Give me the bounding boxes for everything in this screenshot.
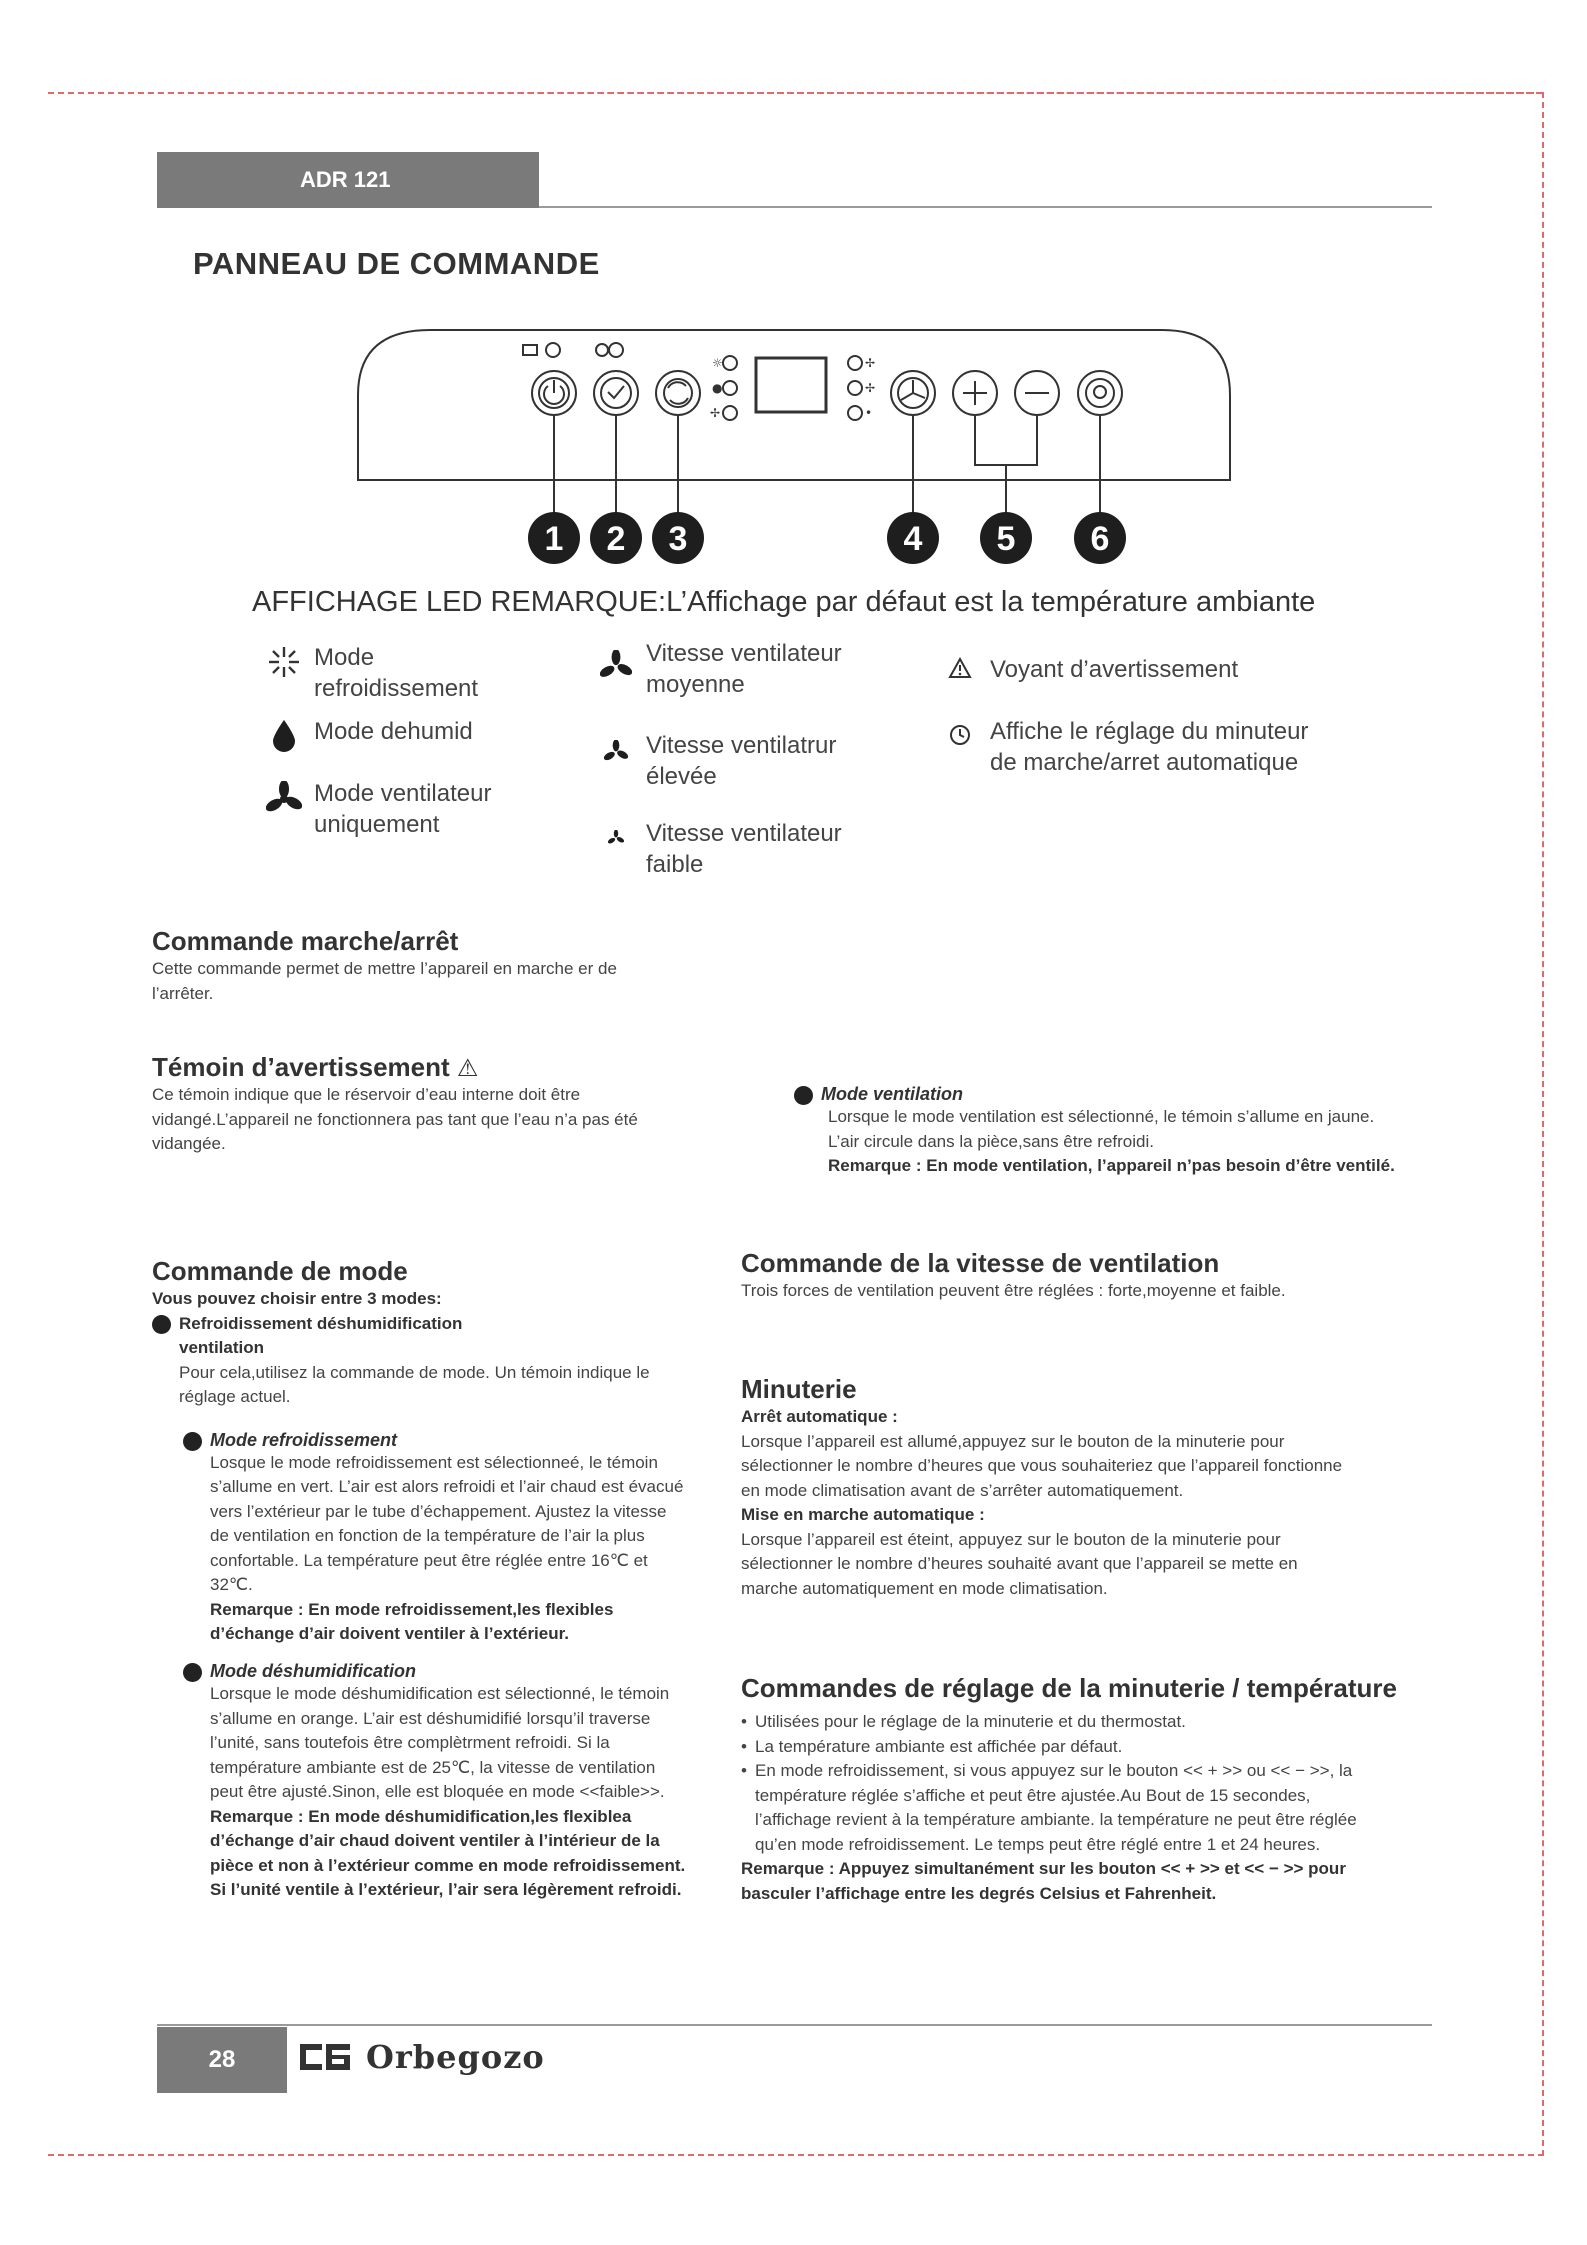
settings-bullet-1: • Utilisées pour le réglage de la minuterie et du thermostat. [741,1710,1441,1735]
plus-button [953,371,997,415]
page-title: PANNEAU DE COMMANDE [193,246,600,281]
ventilation-heading-row [794,1084,1404,1105]
fan-low-icon [594,818,638,846]
dehum-body: Lorsque le mode déshumidification est sélectionné, le témoin s’allume en orange. L’air est déshumidifié lorsqu’il traverse l’unité, sans toutefois être complètrment refroidi. Si la température ambiante est de 25℃, la vitesse de ventilation peut être ajusté.Sinon, elle est bloquée en mode <<faible>>. [210,1684,670,1802]
svg-text:✢: ✢ [865,381,876,395]
fan-speed-body: Trois forces de ventilation peuvent être réglées : forte,moyenne et faible. [741,1281,1286,1300]
brand-logo-mark [298,2040,352,2074]
svg-text:✢: ✢ [865,356,876,370]
onoff-body: Cette commande permet de mettre l’appareil en marche er de l’arrêter. [152,959,617,1003]
auto-on-body: Lorsque l’appareil est éteint, appuyez sur le bouton de la minuterie pour sélectionner le nombre d’heures souhaité avant que l’appareil se mette en marche automatiquement en mode climatisation. [741,1529,1298,1598]
power-button [532,371,576,415]
section-settings [741,1673,1441,1906]
legend-fan-mode [262,778,542,840]
onoff-heading: Commande marche/arrêt [152,926,459,956]
brand-logo [298,2038,545,2076]
section-warning [152,1052,672,1157]
cool-heading-row [183,1430,692,1451]
settings-note: Remarque : Appuyez simultanément sur les bouton << + >> et << − >> pour basculer l’affichage entre les degrés Celsius et Fahrenheit. [741,1859,1346,1903]
clock-icon [938,716,982,746]
bullet-dot [183,1663,202,1682]
legend-timer-label: Affiche le réglage du minuteur de marche/arret automatique [990,718,1309,776]
legend-cool-mode [262,642,542,716]
led-display-note: AFFICHAGE LED REMARQUE:L’Affichage par défaut est la température ambiante [252,586,1316,618]
svg-text:☼: ☼ [712,356,723,370]
svg-text:✢: ✢ [710,406,721,420]
svg-text:●: ● [712,381,723,395]
snowflake-icon [262,642,306,679]
modes-body: Pour cela,utilisez la commande de mode. Un témoin indique le réglage actuel. [179,1362,650,1406]
page-number: 28 [157,2027,287,2093]
cool-mode-block [152,1430,692,1647]
warning-body: Ce témoin indique que le réservoir d’eau interne doit être vidangé.L’appareil ne fonctionnera pas tant que l’eau n’a pas été vidangée. [152,1085,638,1153]
dehum-mode-block [152,1661,692,1903]
legend-cool-label: Mode refroidissement [314,644,479,702]
fan-icon [262,778,306,817]
section-ventilation-mode [794,1084,1404,1179]
timer-indicator [609,343,623,357]
callout-1: 1 [544,520,564,558]
bullet-dot [152,1315,171,1334]
dehum-heading: Mode déshumidification [210,1660,417,1681]
dehum-content [183,1682,692,1903]
section-onoff [152,926,672,1006]
warning-heading-row [152,1052,672,1083]
modes-bullet: Refroidissement déshumidification ventilation [179,1313,463,1357]
callout-6: 6 [1090,520,1110,558]
legend-column-3 [938,654,1358,778]
svg-text:•: • [865,406,873,420]
auto-off-heading: Arrêt automatique : [741,1407,898,1426]
section-fan-speed [741,1248,1341,1304]
ventilation-note: Remarque : En mode ventilation, l’appareil n’pas besoin d’être ventilé. [828,1156,1395,1176]
ventilation-content [794,1105,1404,1179]
ventilation-body: Lorsque le mode ventilation est sélectionné, le témoin s’allume en jaune. L’air circule dans la pièce,sans être refroidi. [828,1107,1375,1151]
section-mode [152,1256,692,1903]
legend-fan-low [594,818,894,880]
warning-icon [938,654,982,679]
mode-intro: Vous pouvez choisir entre 3 modes: [152,1289,442,1308]
tank-indicator-icon [523,345,537,355]
auto-off-body: Lorsque l’appareil est allumé,appuyez sur le bouton de la minuterie pour sélectionner le nombre d’heures que vous souhaiteriez que l’appareil fonctionne en mode climatisation avant de s’arrêter automatiquement. [741,1431,1343,1500]
cool-heading: Mode refroidissement [210,1429,398,1450]
legend-warning [938,654,1358,716]
bullet-dot [794,1086,813,1105]
mode-button [656,371,700,415]
fan-medium-icon [594,638,638,682]
dehum-note: Remarque : En mode déshumidification,les flexiblea d’échange d’air chaud doivent ventiler à l’intérieur de la pièce et non à l’extérieur comme en mode refroidissement. Si l’unité ventile à l’extérieur, l’air sera légèrement refroidi. [210,1806,686,1900]
light-button [1078,371,1122,415]
cool-note: Remarque : En mode refroidissement,les flexibles d’échange d’air doivent ventiler à l’extérieur. [210,1599,614,1644]
settings-heading: Commandes de réglage de la minuterie / température [741,1673,1397,1703]
control-panel-diagram [350,320,1240,580]
ventilation-heading: Mode ventilation [821,1084,964,1104]
auto-on-heading: Mise en marche automatique : [741,1505,985,1524]
section-timer [741,1374,1361,1601]
mode-heading: Commande de mode [152,1256,408,1286]
legend-fan-high-label: Vitesse ventilatrur élevée [646,732,837,790]
warning-heading: Témoin d’avertissement [152,1052,450,1082]
model-label: ADR 121 [157,152,539,208]
legend-fan-low-label: Vitesse ventilateur faible [646,820,842,878]
cool-content [183,1451,692,1647]
callout-3: 3 [668,520,688,558]
led-display [756,358,826,412]
water-drop-icon [262,716,306,753]
legend-column-2 [594,638,894,880]
legend-dehumid-mode [262,716,542,778]
modes-bullet-row [152,1312,692,1361]
legend-warning-label: Voyant d’avertissement [990,656,1239,683]
minus-button [1015,371,1059,415]
bullet-dot [183,1432,202,1451]
page-dashed-top [48,92,1542,94]
cool-body: Losque le mode refroidissement est sélectionneé, le témoin s’allume en vert. L’air est alors refroidi et l’air chaud est évacué vers l’extérieur par le tube d’échappement. Ajustez la vitesse de ventilation en fonction de la température de l’air la plus confortable. La température peut être réglée entre 16℃ et 32℃. [210,1452,684,1595]
timer-heading: Minuterie [741,1374,857,1404]
fan-speed-button [891,371,935,415]
legend-fan-high [594,730,894,818]
legend-fan-medium-label: Vitesse ventilateur moyenne [646,640,842,698]
callout-4: 4 [903,520,923,558]
settings-bullet-3: • En mode refroidissement, si vous appuyez sur le bouton << + >> ou << − >>, la température réglée s’affiche et peut être ajustée.Au Bout de 15 secondes, l’affichage revient à la température ambiante. la température ne peut être réglée qu’en mode refroidissement. Le temps peut être réglé entre 1 et 24 heures. [741,1759,1375,1857]
legend-timer [938,716,1358,778]
timer-button [594,371,638,415]
callout-5: 5 [996,520,1016,558]
legend-fan-label: Mode ventilateur uniquement [314,780,492,838]
footer-divider [157,2024,1432,2026]
header-divider [539,206,1432,208]
legend-column-1 [262,642,542,840]
legend-dehumid-label: Mode dehumid [314,718,473,745]
power-indicator [546,343,560,357]
timer-clock-icon [596,344,608,356]
fan-speed-heading: Commande de la vitesse de ventilation [741,1248,1220,1278]
brand-name: Orbegozo [366,2038,545,2076]
fan-high-icon [594,730,638,764]
settings-bullet-2: • La température ambiante est affichée par défaut. [741,1735,1441,1760]
callout-2: 2 [606,520,626,558]
warning-symbol: ⚠ [456,1054,479,1082]
dehum-heading-row [183,1661,692,1682]
legend-fan-medium [594,638,894,730]
